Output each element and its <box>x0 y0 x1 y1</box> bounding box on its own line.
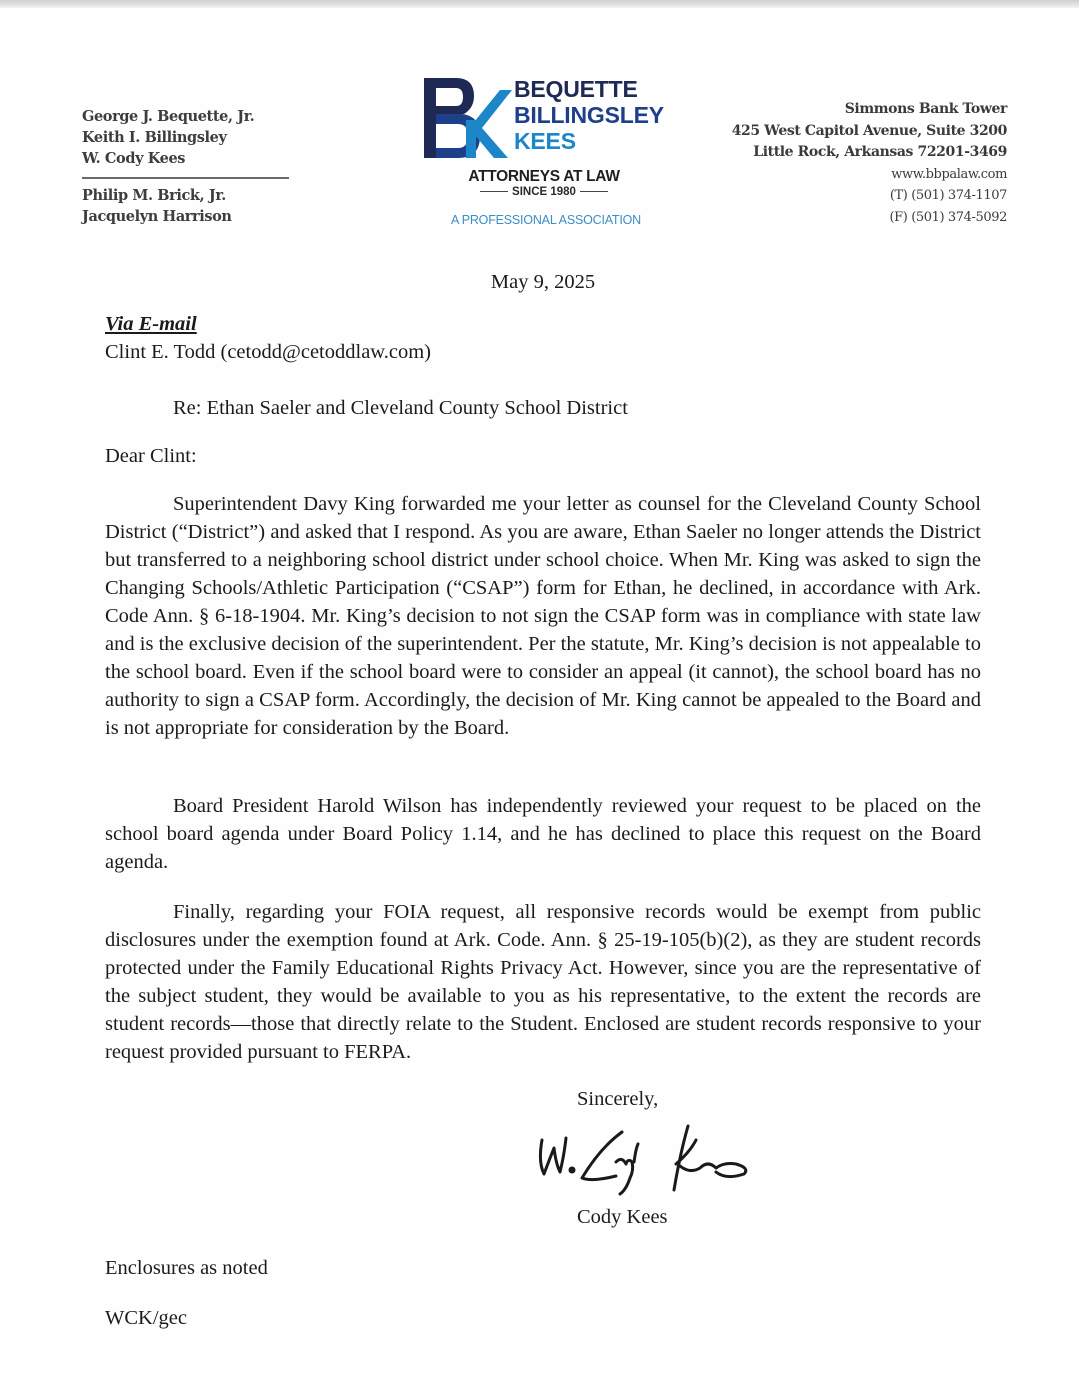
bk-monogram-icon <box>422 76 512 160</box>
signature-icon <box>530 1118 760 1200</box>
signer-name: Cody Kees <box>577 1206 668 1228</box>
body-paragraph: Superintendent Davy King forwarded me your letter as counsel for the Cleveland County School District (“District”) and asked that I respond. As you are aware, Ethan Saeler no longer attends the District but transferred to a neighboring school district under school choice. When Mr. King was asked to sign the Changing Schools/Athletic Participation (“CSAP”) form for Ethan, he declined, in accordance with Ark. Code Ann. § 6-18-1904. Mr. King’s decision to not sign the CSAP form was in compliance with state law and is the exclusive decision of the superintendent. Per the statute, Mr. King’s decision is not appealable to the school board. Even if the school board were to consider an appeal (it cannot), the school board has no authority to sign a CSAP form. Accordingly, the decision of Mr. King cannot be appealed to the Board and is not appropriate for consideration by the Board. <box>105 493 981 739</box>
attorney-name: George J. Bequette, Jr. <box>82 108 255 125</box>
attorney-name: Keith I. Billingsley <box>82 129 227 146</box>
since-rule-left <box>480 191 508 192</box>
address-street: 425 West Capitol Avenue, Suite 3200 <box>731 122 1007 139</box>
since-rule-right <box>580 191 608 192</box>
attorney-name: Jacquelyn Harrison <box>82 208 232 225</box>
closing: Sincerely, <box>577 1088 659 1110</box>
firm-website: www.bbpalaw.com <box>891 166 1007 182</box>
window-top-edge <box>0 0 1079 8</box>
firm-association: A PROFESSIONAL ASSOCIATION <box>451 213 641 227</box>
delivery-method: Via E-mail <box>105 313 197 335</box>
firm-address <box>732 99 1007 229</box>
typist-initials: WCK/gec <box>105 1307 187 1329</box>
enclosures-note: Enclosures as noted <box>105 1257 268 1279</box>
recipient: Clint E. Todd (cetodd@cetoddlaw.com) <box>105 341 432 363</box>
address-building: Simmons Bank Tower <box>844 101 1007 117</box>
firm-phone: (T) (501) 374-1107 <box>889 188 1007 204</box>
firm-tagline: ATTORNEYS AT LAW <box>468 168 620 185</box>
firm-since <box>464 186 624 198</box>
since-text: SINCE 1980 <box>512 186 576 198</box>
firm-name-line: BILLINGSLEY <box>514 102 664 128</box>
firm-fax: (F) (501) 374-5092 <box>889 209 1007 225</box>
attorney-name: W. Cody Kees <box>82 150 186 167</box>
firm-name <box>514 76 664 154</box>
body-paragraph: Finally, regarding your FOIA request, all responsive records would be exempt from public disclosures under the exemption found at Ark. Code. Ann. § 25-19-105(b)(2), as they are student records protected under the Family Educational Rights Privacy Act. However, since you are the representative of the subject student, they would be available to you as his representative, to the extent the records are student records—those that directly relate to the Student. Enclosed are student records responsive to your request provided pursuant to FERPA. <box>105 901 981 1063</box>
body-paragraph: Board President Harold Wilson has independently reviewed your request to be placed on the school board agenda under Board Policy 1.14, and he has declined to place this request on the Board agenda. <box>105 795 981 873</box>
attorney-list <box>82 106 289 227</box>
letter-date: May 9, 2025 <box>490 271 596 293</box>
firm-name-line: BEQUETTE <box>514 76 638 102</box>
salutation: Dear Clint: <box>105 445 197 467</box>
address-city: Little Rock, Arkansas 72201-3469 <box>753 144 1007 161</box>
firm-logo <box>422 76 682 236</box>
attorney-divider <box>82 177 289 179</box>
subject-line: Re: Ethan Saeler and Cleveland County School District <box>173 397 628 419</box>
firm-name-line: KEES <box>514 128 576 154</box>
attorney-name: Philip M. Brick, Jr. <box>82 187 226 204</box>
